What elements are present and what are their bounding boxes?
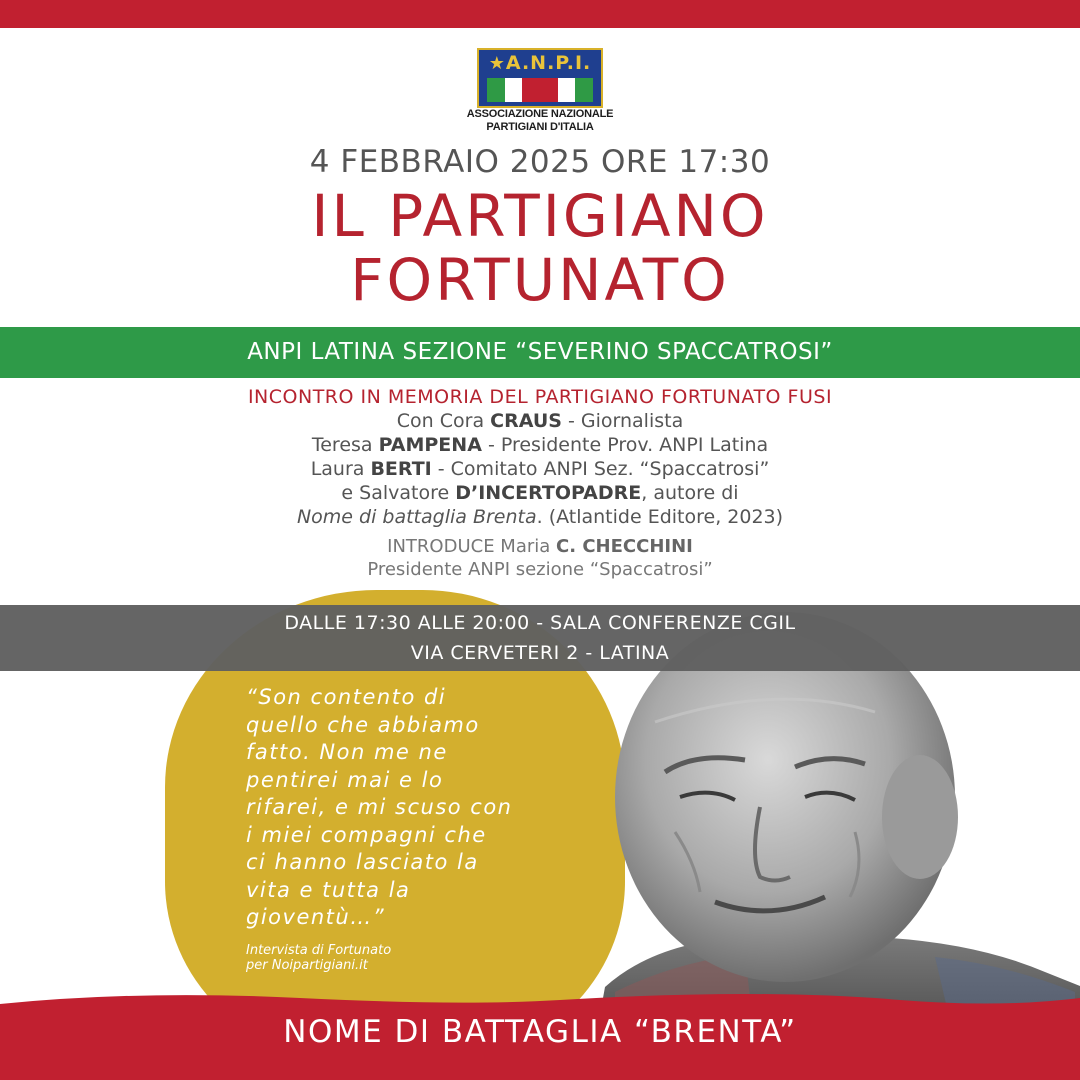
speaker-line: Laura BERTI - Comitato ANPI Sez. “Spaccatrosi”	[310, 458, 770, 480]
italian-flag-icon	[487, 78, 593, 102]
anpi-logo	[477, 48, 603, 108]
section-banner-text: ANPI LATINA SEZIONE “SEVERINO SPACCATROSI”	[247, 339, 833, 365]
introduction: INTRODUCE Maria C. CHECCHINI Presidente ANPI sezione “Spaccatrosi”	[367, 536, 713, 580]
quote-credit: Intervista di Fortunato per Noipartigiani.it	[246, 943, 392, 973]
event-date: 4 FEBBRAIO 2025 ORE 17:30	[309, 144, 771, 180]
event-details	[0, 385, 1080, 581]
speaker-line: e Salvatore D’INCERTOPADRE, autore di	[341, 482, 739, 504]
speaker-line: Teresa PAMPENA - Presidente Prov. ANPI Latina	[311, 434, 769, 456]
logo-subtitle: ASSOCIAZIONE NAZIONALE PARTIGIANI D'ITALIA	[466, 108, 614, 133]
quote-text: “Son contento di quello che abbiamo fatto. Non me ne pentirei mai e lo rifarei, e mi scuso con i miei compagni che ci hanno lasciato la vita e tutta la gioventù…”	[246, 685, 513, 929]
page-title: IL PARTIGIANO FORTUNATO	[311, 182, 769, 314]
star-icon: ★	[488, 53, 506, 74]
event-heading: INCONTRO IN MEMORIA DEL PARTIGIANO FORTUNATO FUSI	[247, 386, 833, 408]
book-line: Nome di battaglia Brenta. (Atlantide Editore, 2023)	[296, 506, 784, 528]
venue-address: VIA CERVETERI 2 - LATINA	[410, 642, 670, 664]
logo-text: A.N.P.I.	[505, 52, 592, 74]
section-banner	[0, 327, 1080, 378]
footer-title: NOME DI BATTAGLIA “BRENTA”	[283, 1014, 797, 1050]
speaker-line: Con Cora CRAUS - Giornalista	[396, 410, 684, 432]
venue-banner	[0, 605, 1080, 671]
top-red-band	[0, 0, 1080, 28]
venue-time-location: DALLE 17:30 ALLE 20:00 - SALA CONFERENZE CGIL	[284, 612, 796, 634]
